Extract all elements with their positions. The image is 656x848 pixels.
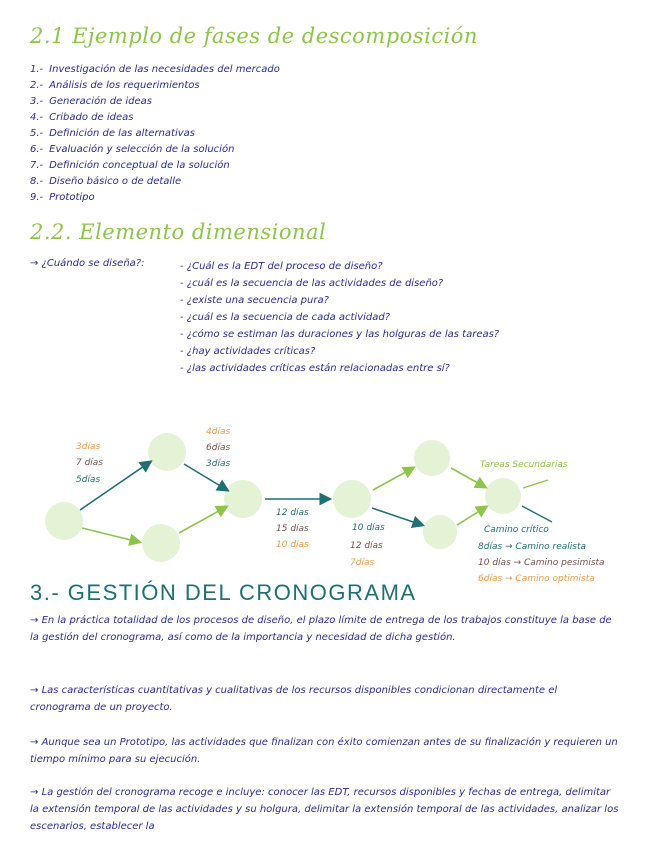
critical-path-label: Camino crítico	[484, 525, 549, 535]
node-mid	[224, 480, 262, 518]
pessimistic-path-label: 10 días → Camino pesimista	[478, 558, 605, 568]
question-item: - ¿cómo se estiman las duraciones y las holguras de las tareas?	[180, 326, 499, 343]
paragraph: → Aunque sea un Prototipo, las actividades que finalizan con éxito comienzan antes de su finalización y requieren un tiempo mínimo para su ejecución.	[30, 734, 620, 768]
duration-label: 3días	[76, 442, 101, 452]
paragraph: → Las características cuantitativas y cualitativas de los recursos disponibles condicionan directamente el cronograma de un proyecto.	[30, 682, 620, 716]
list-item: 8.- Diseño básico o de detalle	[30, 176, 182, 187]
duration-label: 12 días	[276, 508, 309, 518]
node-bottom	[142, 524, 180, 562]
duration-label: 7 días	[76, 458, 104, 468]
list-item: 9.- Prototipo	[30, 192, 95, 203]
duration-label: 15 días	[276, 524, 309, 534]
duration-label: 10 días	[352, 523, 385, 533]
question-item: - ¿Cuál es la EDT del proceso de diseño?	[180, 258, 499, 275]
duration-label: 10 días	[276, 540, 309, 550]
node-end	[485, 478, 521, 514]
node-center	[333, 480, 371, 518]
duration-label: 5días	[76, 475, 101, 485]
list-item: 6.- Evaluación y selección de la solución	[30, 144, 235, 155]
edge	[80, 462, 150, 510]
question-item: - ¿existe una secuencia pura?	[180, 292, 499, 309]
list-item: 3.- Generación de ideas	[30, 96, 152, 107]
list-item: 7.- Definición conceptual de la solución	[30, 160, 230, 171]
question-item: - ¿hay actividades críticas?	[180, 343, 499, 360]
question-item: - ¿cuál es la secuencia de las actividades de diseño?	[180, 275, 499, 292]
paragraph: → En la práctica totalidad de los procesos de diseño, el plazo límite de entrega de los trabajos constituye la base de la gestión del cronograma, así como de la importancia y necesidad de dicha gestión.	[30, 612, 620, 646]
question-item: - ¿las actividades críticas están relacionadas entre sí?	[180, 360, 499, 377]
duration-label: 6días	[206, 443, 231, 453]
edge	[451, 468, 485, 487]
edge	[523, 480, 548, 488]
list-item: 2.- Análisis de los requerimientos	[30, 80, 200, 91]
question-list	[180, 258, 499, 377]
duration-label: 7días	[350, 558, 375, 568]
section-21-title: 2.1 Ejemplo de fases de descomposición	[30, 24, 478, 48]
edge	[179, 507, 226, 533]
list-item: 4.- Cribado de ideas	[30, 112, 134, 123]
optimistic-path-label: 6días → Camino optimista	[478, 574, 595, 584]
edge	[373, 468, 413, 490]
edge	[457, 507, 486, 525]
edge	[522, 506, 552, 522]
duration-label: 4días	[206, 427, 231, 437]
edge	[82, 528, 139, 542]
secondary-tasks-label: Tareas Secundarias	[480, 460, 568, 470]
section-22-title: 2.2. Elemento dimensional	[30, 220, 327, 244]
node-start	[45, 502, 83, 540]
network-diagram	[0, 410, 656, 594]
node-upper-right	[414, 440, 450, 476]
section-3-title: 3.- GESTIÓN DEL CRONOGRAMA	[30, 580, 417, 605]
duration-label: 3días	[206, 459, 231, 469]
question-item: - ¿cuál es la secuencia de cada actividad?	[180, 309, 499, 326]
paragraph: → La gestión del cronograma recoge e incluye: conocer las EDT, recursos disponibles y fechas de entrega, delimitar la extensión temporal de las actividades y su holgura, delimitar la extensión temporal de las actividades, analizar los escenarios, establecer la	[30, 784, 620, 835]
list-item: 5.- Definición de las alternativas	[30, 128, 195, 139]
node-lower-right	[423, 515, 457, 549]
realistic-path-label: 8días → Camino realista	[478, 542, 587, 552]
duration-label: 12 días	[350, 541, 383, 551]
list-item: 1.- Investigación de las necesidades del mercado	[30, 64, 280, 75]
node-top	[148, 433, 186, 471]
phase-list	[30, 62, 280, 206]
questions-lead: → ¿Cuándo se diseña?:	[30, 258, 145, 269]
